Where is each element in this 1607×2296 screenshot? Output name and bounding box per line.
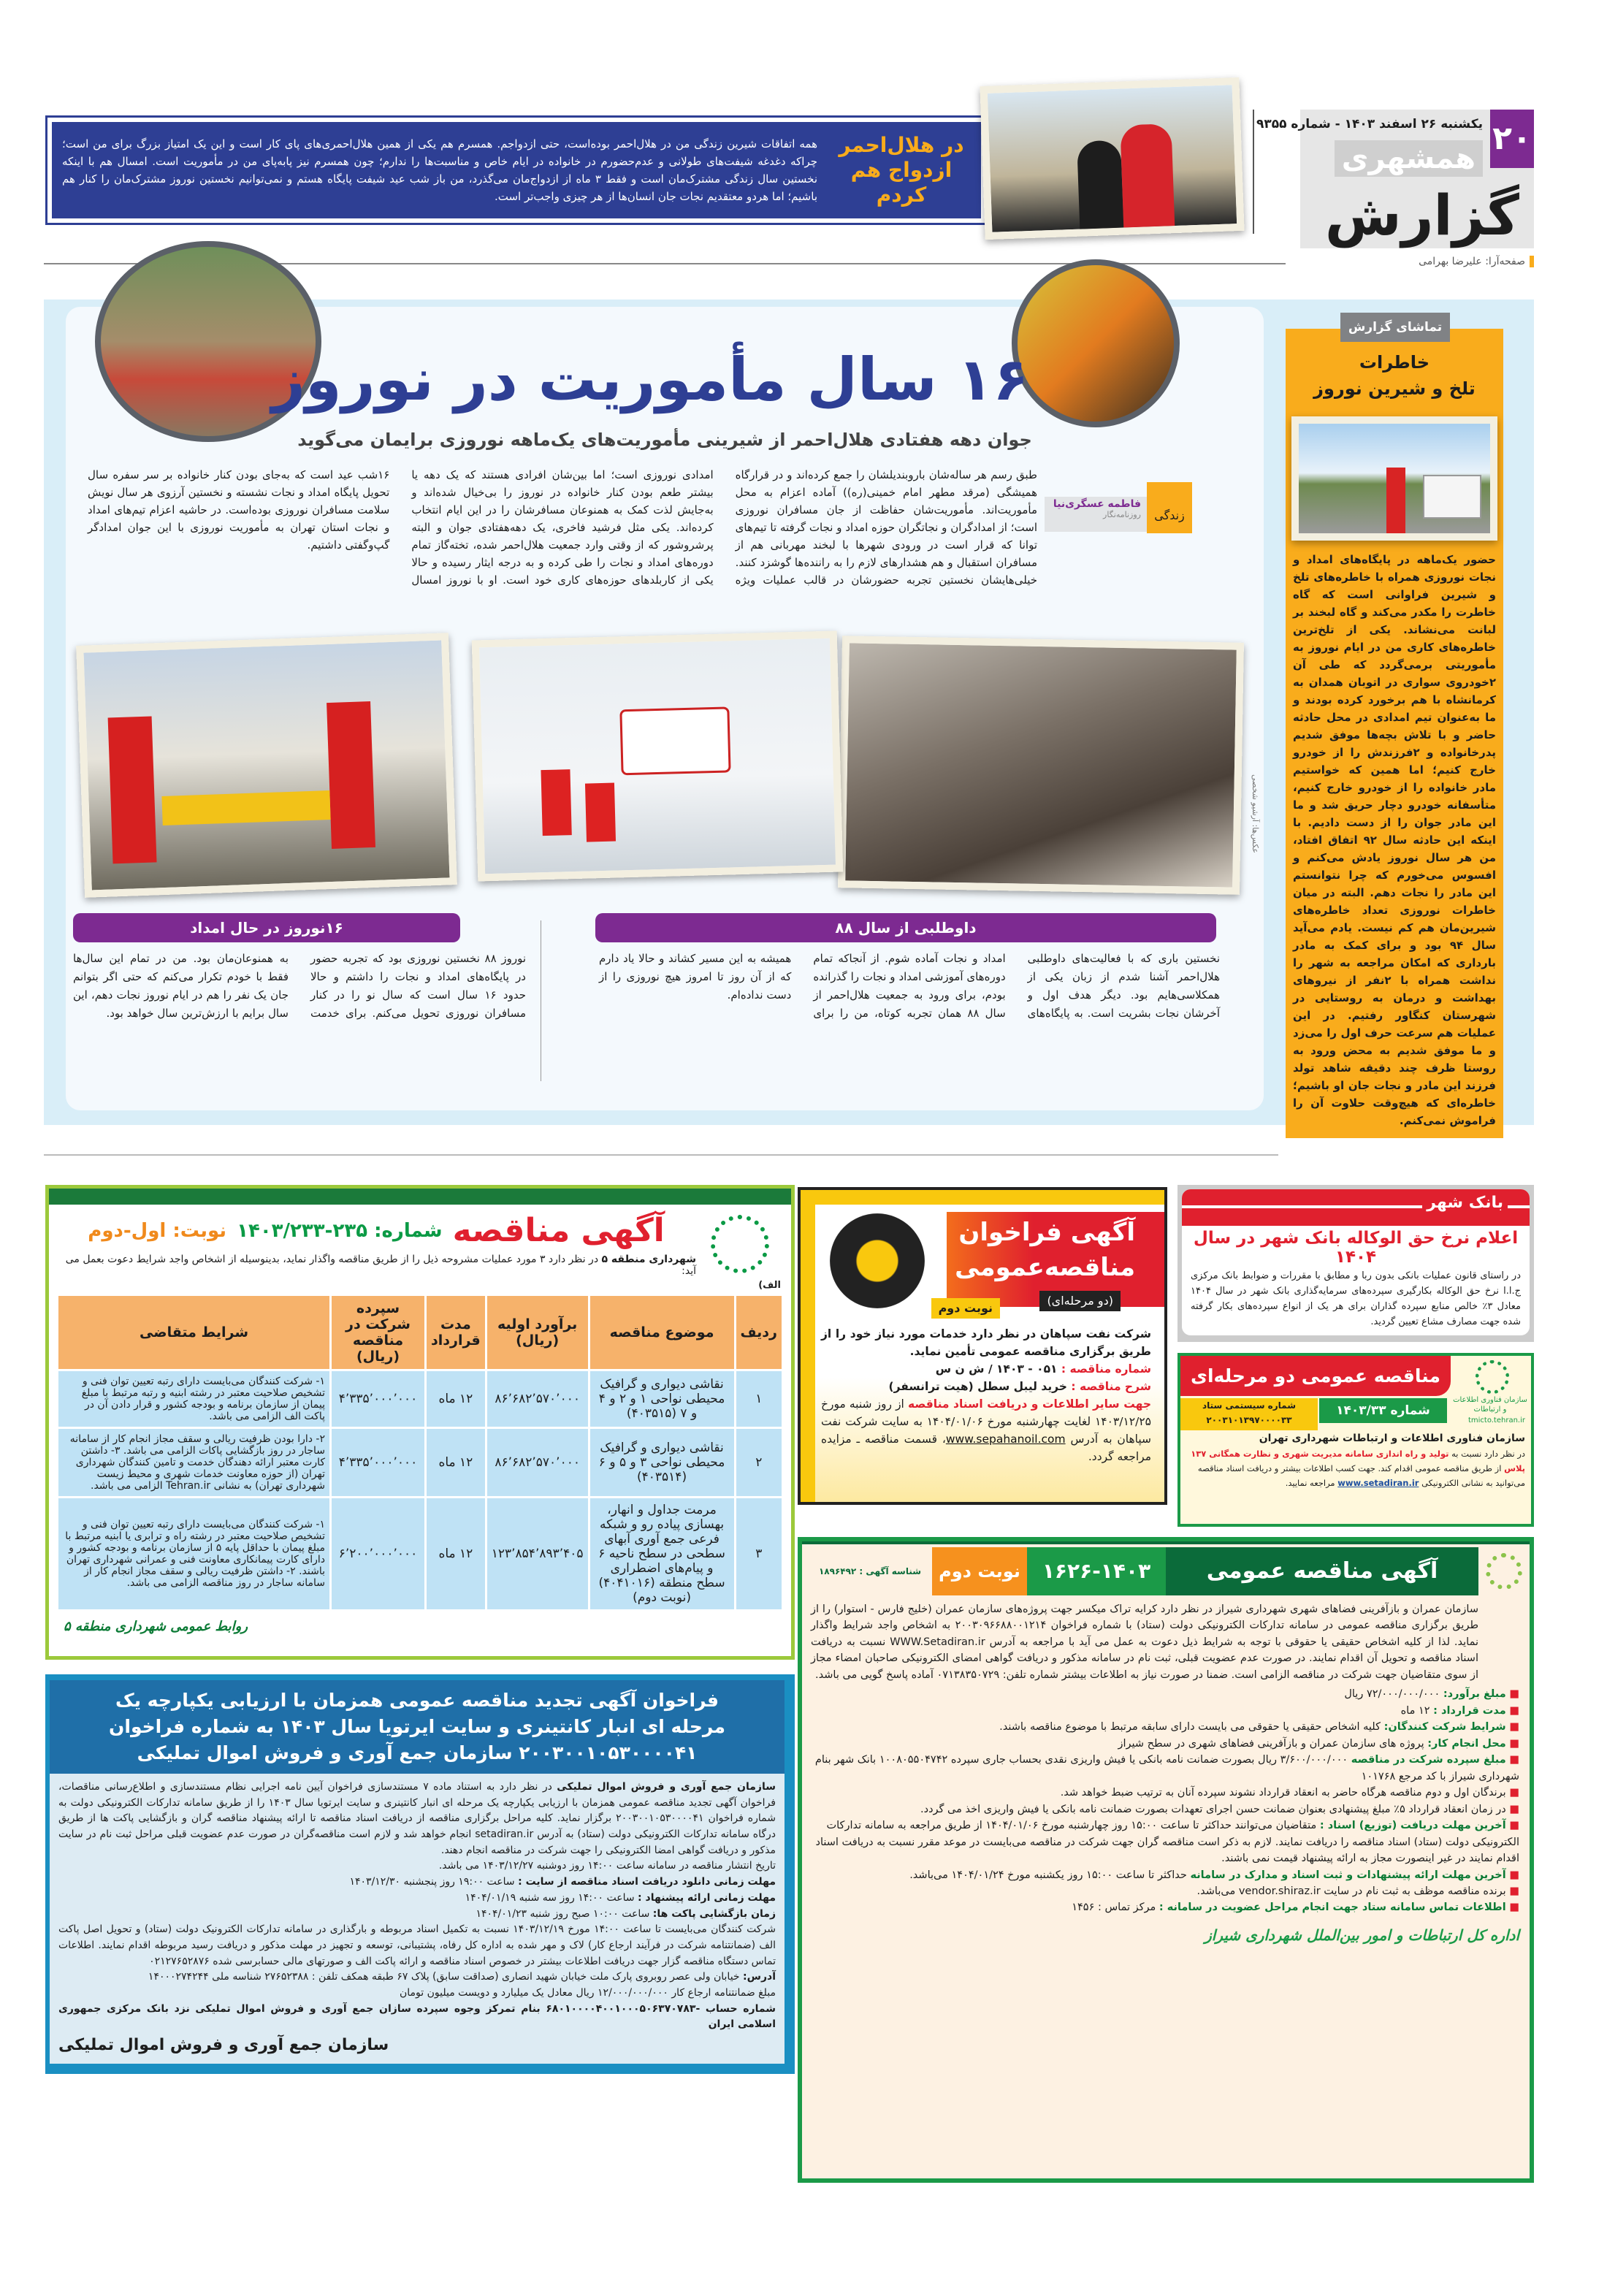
tender-table [56,1294,784,1612]
cell: ۱۲ ماه [426,1428,486,1498]
sepahan-num-label: شماره مناقصه : [1061,1362,1151,1376]
author-role: روزنامه‌نگار [1103,510,1141,519]
tmicto-text2: از طریق مناقصه عمومی اقدام کند. جهت کسب اطلاعات بیشتر و دریافت اسناد مناقصه می‌توانید به نشانی الکترونیکی [1197,1463,1525,1488]
tmicto-logo-text: سازمان فناوری اطلاعات و ارتباطات [1453,1396,1527,1414]
cell: ۳ [735,1498,782,1611]
table-row [58,1370,783,1428]
address-label: آدرس: [743,1971,776,1983]
cell: ۱- شرکت کنندگان می‌بایست دارای رتبه تعیین توان فنی و تشخیص صلاحیت معتبر در رشته ابنیه و رتبه مرتبط با مبلغ پیمان از سازمان برنامه و بودجه کشور و قرار دادن آن در پاکت الف الزامی می باشد. [58,1370,331,1428]
quote-text: همه اتفاقات شیرین زندگی من در هلال‌احمر بوده‌است، حتی ازدواجم. همسرم هم یکی از همین هلال‌احمری‌های پای کار است و این یک امتیاز بزرگ برای من است؛ چراکه دغدغه شیفت‌های طولانی و عدم‌حضورم در خانواده در ایام خاص و مناسبت‌ها را ندارم؛ چون همسرم نیز پابه‌پای من در مأموریت است. امسال هم با اینکه نخستین سال زندگی مشترک‌مان است و فقط ۳ ماه از ازدواج‌مان می‌گذرد، من باز شب عید شیفت پایگاه هستم و نمی‌توانیم نخستین نوروز مشترک‌مان را کنار هم باشیم؛ اما هردو معتقدیم نجات جان انسان‌ها از هر چیزی واجب‌تر است. [62,137,817,203]
sepahan-round: نوبت دوم [931,1298,1000,1319]
item-label: محل انجام کار: [1427,1737,1506,1750]
tmicto-seta-label: شماره سیستمی ستاد [1202,1400,1297,1411]
item-text: پروژه های سازمان عمران و بازآفرینی فضاهای شهری در سطح شیراز [1118,1737,1424,1750]
article-title: ۱۶ سال مأموریت در نوروز [271,346,1029,413]
section-tag: زندگی [1147,482,1192,533]
sepahan-stage: (دو مرحله‌ای) [1039,1291,1121,1311]
designer-credit: صفحه‌آرا: علیرضا بهرامی [1419,256,1534,267]
section-heading-volunteer: داوطلبی از سال ۸۸ [595,913,1216,942]
tmicto-text1: در نظر دارد نسبت به [1451,1449,1525,1459]
col-header-subject: موضوع مناقصه [589,1295,735,1370]
item-label: شرایط شرکت کنندگان: [1383,1721,1506,1734]
item-label: اطلاعات تماس سامانه ستاد جهت انجام مراحل عضویت در سامانه : [1159,1902,1506,1914]
couple-photo [980,77,1244,240]
item-text: ۱۲ ماه [1400,1704,1430,1717]
cell: ۸۶٬۶۸۲٬۵۷۰٬۰۰۰ [486,1370,589,1428]
item-text: متقاضیان می‌توانند حداکثر تا ساعت ۱۵:۰۰ روز چهارشنبه مورخ ۱۴۰۴/۰۱/۰۶ از طریق مراجعه به سامانه تدارکات الکترونیکی دولت (ستاد) اسناد مناقصه را دریافت نمایند. لازم به ذکر است مناقصه گران جهت شرکت در مناقصه می‌بایست در موعد مقرر نسبت به دریافت اسناد اقدام نمایند در غیر اینصورت مجاز به ارائه پیشنهاد قیمت نمی باشند. [815,1820,1519,1865]
ad-jamavari-guarantee: مبلغ ضمانتنامه ارجاع کار ۱۲/۰۰۰/۰۰۰/۰۰۰ ریال معادل یک میلیارد و دویست میلیون تومان [399,1986,776,1999]
bank-shahr-title: اعلام نرخ حق الوکاله بانک شهر در سال ۱۴۰۴ [1193,1229,1519,1267]
ad-jamavari-intro-bold: سازمان جمع آوری و فروش اموال تملیکی [557,1781,776,1793]
snow-ambulance-photo [472,631,843,882]
ad-tehran-region5 [45,1185,795,1660]
deadline-value: ساعت ۱۹:۰۰ روز پنجشنبه ۱۴۰۳/۱۲/۳۰ [349,1876,515,1888]
tmicto-seta: ۲۰۰۳۱۰۱۳۹۷۰۰۰۰۳۳ [1206,1415,1292,1425]
item-text: ۷۲/۰۰۰/۰۰۰/۰۰۰ ریال [1344,1688,1440,1701]
lead-columns [88,466,1037,589]
lead-column-right: طبق رسم هر ساله‌شان باروبندیلشان را جمع کرده‌اند و در قرارگاه همیشگی (مرقد مطهر امام خمینی(ره)) آماده اعزام به محل مأموریت‌اند. مأموریت‌شان حفاظت از جان مسافران نوروزی است؛ از امدادگران و نجاتگران حوزه امداد و نجات گرفته تا تیم‌های توانا که قرار است در ورودی شهرها با لبخند مهربانی هم از مسافران استقبال و هم هشدارهای لازم را به راننده‌ها گوشزد کنند. خیلی‌هایشان نخستین تجربه حضورشان در قالب عملیات ویژه امدادی نوروزی است؛ اما بین‌شان افرادی هستند که یک دهه یا بیشتر طعم بودن کنار خانواده در [411,468,1037,587]
sepahan-desc-label: شرح مناقصه : [1071,1380,1151,1394]
ad-jamavari-publish: تاریخ انتشار مناقصه در سامانه ساعت ۱۴:۰۰ روز دوشنبه ۱۴۰۳/۱۲/۲۷ می باشد. [438,1860,776,1872]
ad-tehran-number: شماره: ۲۳۵-۱۴۰۳/۲۳۳ [237,1219,443,1242]
cell: ۱۲ ماه [426,1498,486,1611]
tehran-municipality-logo [711,1215,769,1273]
cell: ۴٬۳۳۵٬۰۰۰٬۰۰۰ [331,1370,426,1428]
sepahan-desc: خرید لیبل سطل (هیت ترانسفر) [888,1380,1067,1394]
ad-jamavari-intro: در نظر دارد به استناد ماده ۷ مستندسازی فراخوان آیین نامه اجرایی نظام مستندسازی و اطلاع‌رسانی مناقصات، فراخوان آگهی تجدید مناقصه عمومی همزمان با ارزیابی یکپارچه یک مرحله ای انبار کانتینری و سایت ایرتویا سال ۱۴۰۳ را از طریق سامانه تدارکات الکترونیکی دولت به شماره فراخوان ۲۰۰۳۰۰۱۰۵۳۰۰۰۰۴۱ برگزار نماید. کلیه مراحل برگزاری مناقصه از دریافت اسناد مناقصه تا ارائه پیشنهاد مناقصه گران و بازگشایی پاکت ها از طریق درگاه سامانه تدارکات الکترونیکی دولت (ستاد) به آدرس setadiran.ir انجام خواهد شد و لازم است مناقصه‌گران در صورت عدم عضویت قبلی مراحل ثبت نام در سایت مذکور و دریافت گواهی امضا الکترونیکی را جهت شرکت در مناقصه انجام دهند. [58,1781,776,1856]
section1-text: نخستین باری که با فعالیت‌های داوطلبی هلال‌احمر آشنا شدم از زبان یکی از همکلاسی‌هایم بود. دیگر هدف اول و آخرشان نجات بشریت است. به پایگاه‌های امداد و نجات آماده شوم. از آنجاکه تمام دوره‌های آموزشی امداد و نجات را گذرانده بودم، برای ورود به جمعیت هلال‌احمر از سال ۸۸ همان تجربه کوتاه، من را برای همیشه به این مسیر کشاند و حالا یاد دارم که از آن روز تا امروز هیچ نوروزی را از دست نداده‌ام. [599,952,1220,1020]
cell: نقاشی دیواری و گرافیک محیطی نواحی ۱ و ۲ و ۴ و ۷ (۴۰۳۵۱۵) [589,1370,735,1428]
col-header-conditions: شرایط متقاضی [58,1295,331,1370]
bank-shahr-logo: بانک شهر [1422,1194,1508,1212]
lead-column-left: نوروز را بی‌خیال شده‌اند و به‌جایش لذت کمک به همنوعان مسافرشان را در این ایام انتخاب کرده‌اند. یکی مثل فرشید فاخری، یک دهه‌هفتادی جوان و البته پرشروشور که از وقتی وارد جمعیت هلال‌احمر شده، تخته‌گاز تمام دوره‌های امداد و نجات را طی کرده و به درجه ایثار رسیده و حالا یکی از کاربلدهای حوزه‌های کاری خود است. او با نوروز امسال ۱۶شب عید است که به‌جای بودن کنار خانواده بر سر سفره سال تحویل پایگاه امداد و نجات نشسته و نخستین آرزوی هر سال نویش سلامت مسافران نوروزی بوده‌است. در حاشیه اعزام تیم‌های امداد و نجات استان تهران به مأموریت نوروزی با این جوان امدادگر گپ‌وگفتی داشتیم. [88,468,714,587]
issue-date: یکشنبه ۲۶ اسفند ۱۴۰۳ - شماره ۹۳۵۵ [1256,117,1483,131]
rescue-rope-photo [838,636,1244,895]
cell: نقاشی دیواری و گرافیک محیطی نواحی ۳ و ۵ و ۶ (۴۰۳۵۱۴) [589,1428,735,1498]
sepahan-info-label: جهت سایر اطلاعات و دریافت اسناد مناقصه [907,1397,1152,1411]
col-header-deposit: سپرده شرکت در مناقصه (ریال) [331,1295,426,1370]
cell: ۱- شرکت کنندگان می‌بایست دارای رتبه تعیین توان فنی و تشخیص صلاحیت معتبر در رشته راه و ترابری یا ابنیه مرتبط با مبلغ پیمان با حداقل پایه ۵ از سازمان برنامه و بودجه کشور و دارای کارت پیمانکاری معاونت فنی و عمرانی شهرداری تهران باشند. ۲- داشتن ظرفیت ریالی و سقف مجاز انجام کار از سامانه ساجار در روز مناقصه الزامی می باشد. [58,1498,331,1611]
header-divider [1253,110,1254,234]
tmicto-project: تولید و راه اندازی سامانه مدیریت شهری و نظارت همگانی ۱۳۷ پلاس [1191,1449,1525,1473]
item-label: مبلغ سپرده شرکت در مناقصه [1351,1754,1506,1766]
sepahan-url-link[interactable]: www.sepahanoil.com [945,1433,1066,1446]
photo-credit: عکس‌ها: آرشیو شخصی [1251,774,1260,854]
sidebar-box [1286,329,1503,1138]
item-text: حداکثر تا ساعت ۱۵:۰۰ روز یکشنبه مورخ ۱۴۰۴/۰۱/۲۴ می‌باشد. [909,1869,1187,1881]
tmicto-text3: مراجعه نمایید. [1285,1478,1335,1488]
bank-shahr-text: در راستای قانون عملیات بانکی بدون ربا و مطابق با مقررات و ضوابط بانک مرکزی ج.ا.ا نرخ حق الوکاله بکارگیری سپرده‌های سرمایه‌گذاری بانک شهر در سال ۱۴۰۴ معادل ۳٪ خالص منابع سپرده گذاران برای هر یک از انواع سپرده‌های بکار گرفته شده جهت مصارف مشاع تعیین گردید. [1191,1270,1521,1327]
item-text: کلیه اشخاص حقیقی یا حقوقی می بایست دارای سابقه مرتبط با موضوع مناقصه باشند. [999,1721,1381,1734]
deadline-label: زمان بازگشایی پاکت ها: [652,1907,776,1920]
tmicto-site: tmicto.tehran.ir [1467,1416,1525,1424]
col-header-estimate: برآورد اولیه (ریال) [486,1295,589,1370]
item-label: آخرین مهلت دریافت (توزیع) اسناد : [1319,1820,1506,1832]
ad-tehran-intro-bold: شهرداری منطقه ۵ [601,1254,696,1265]
sepahan-title1: آگهی فراخوان [958,1218,1135,1247]
deadline-label: مهلت زمانی ارائه پیشنهاد : [638,1891,776,1904]
ad-bank-shahr [1177,1185,1534,1342]
sidebar-title-line1: خاطرات [1359,352,1430,373]
sidebar-text: حضور یک‌ماهه در پایگاه‌های امداد و نجات نوروزی همراه با خاطره‌های تلخ و شیرین فراوانی است که گاه خاطرت را مکدر می‌کند و گاه لبخند بر لبانت می‌نشاند. یکی از تلخ‌ترین خاطره‌های کاری من در ایام نوروز به مأموریتی برمی‌گردد که طی آن ۲خودروی سواری در اتوبان همدان به کرمانشاه با هم برخورد کرده بودند و ما به‌عنوان تیم امدادی در محل حادثه حاضر و با تلاش بچه‌ها موفق شدیم پدرخانواده و ۲فرزندش را از خودرو خارج کنیم؛ اما همین که خواستیم مادر خانواده را از خودرو خارج کنیم، متأسفانه خودرو دچار حریق شد و ما این مادر جوان را از دست دادیم. با اینکه این حادثه سال ۹۲ اتفاق افتاد، من هر سال نوروز یادش می‌کنم و افسوس می‌خورم که چرا نتوانستم این مادر را نجات دهم. البته در میان خاطرات نوروزی تعداد خاطره‌های شیرین‌مان هم کم نیست. یادم می‌آید سال ۹۴ بود و برای کمک به مادر بارداری که امکان مراجعه به شهر را نداشت همراه با ۲نفر از نیروهای بهداشت و درمان به روستایی در شهرستان کنگاور رفتیم. در این عملیات هم سرعت حرف اول را می‌زد و ما موفق شدیم به محض ورود به روستا ظرف چند دقیقه شاهد تولد فرزند این مادر و نجات جان او باشیم؛ خاطره‌ای که هیچ‌وقت حلاوت آن را فراموش نمی‌کنم. [1293,553,1496,1127]
item-text: مرکز تماس : ۱۴۵۶ [1072,1902,1156,1914]
cell: ۴٬۳۳۵٬۰۰۰٬۰۰۰ [331,1428,426,1498]
section2-text: نوروز ۸۸ نخستین نوروزی بود که تجربه حضور در پایگاه‌های امداد و نجات را داشتم و حالا حدود ۱۶ سال است که سال نو را در کنار مسافران نوروزی تحویل می‌کنم. برای خدمت به همنوعان‌مان بود. من در تمام این سال‌ها فقط با خودم تکرار می‌کنم که حتی اگر بتوانم جان یک نفر را هم در ایام نوروز نجات دهم، این سال برایم با ارزش‌ترین سال خواهد بود. [73,952,527,1020]
address-value: خیابان ولی عصر روبروی پارک ملت خیابان شهید انصاری (صداقت سابق) پلاک ۶۷ طبقه همکف تلفن : ۲۷۶۵۲۳۸۸ شناسه ملی ۱۴۰۰۰۲۷۴۲۴۴ [148,1971,740,1983]
stretcher-photo [76,633,457,898]
shiraz-number: ۱۶۲۶-۱۴۰۳ [1027,1547,1166,1595]
sidebar-kicker: تماشای گزارش [1340,313,1450,342]
author-name: فاطمه عسگری‌نیا [1053,498,1141,510]
tmicto-org: سازمان فناوری اطلاعات و ارتباطات شهرداری تهران [1259,1433,1525,1444]
ad-tehran-title: آگهی مناقصه [452,1212,665,1249]
ad-jamavari [45,1674,795,2074]
cell: ۱۲ ماه [426,1370,486,1428]
ad-jamavari-signature: سازمان جمع آوری و فروش اموال تملیکی [58,2036,389,2054]
article-subtitle: جوان دهه هفتادی هلال‌احمر از شیرینی مأموریت‌های یک‌ماهه نوروزی برایمان می‌گوید [297,430,1032,450]
sepahan-info-end: ، قسمت مناقصه ـ مزایده مراجعه گردد. [821,1433,1151,1464]
brand-logo: همشهری [1335,140,1483,177]
page-number: ۲۰ [1490,110,1534,168]
ad-tehran-round: نوبت: اول-دوم [88,1219,227,1242]
tmicto-number: شماره ۱۴۰۳/۳۳ [1319,1398,1447,1423]
section-title: گزارش [1324,183,1519,248]
table-row [58,1498,783,1611]
sidebar-title [1293,349,1496,402]
cell: مرمت جداول و انهار، بهسازی پیاده رو و شبکه فرعی جمع آوری آبهای سطحی در سطح ناحیه ۶ و پیام‌های اضطراری سطح منطقه (۴۰۴۱۰۱۶) (نوبت دوم) [589,1498,735,1611]
item-label: مبلغ برآورد: [1443,1688,1506,1701]
item-text: برنده مناقصه موظف به ثبت نام در سایت vendor.shiraz.ir می‌باشد. [1196,1885,1506,1897]
item-text: ۳/۶۰۰/۰۰۰/۰۰۰ ریال بصورت ضمانت نامه بانکی یا فیش واریزی نقدی بحساب جاری سپرده ۱۰۰۸۰۵۵۰۴۷۴۲ بانک شهر بنام شهرداری شیراز با کد مرجع ۱۰۱۷۶۸ [814,1754,1519,1782]
table-row [58,1428,783,1498]
sepahan-title2: مناقصه‌عمومی [955,1253,1135,1282]
ad-jamavari-account: شماره حساب -۶۸۰۱۰۰۰۰۴۰۰۱۰۰۰۵۰۶۳۷۰۷۸۳ بنام تمرکز وجوه سپرده سازان جمع آوری و فروش اموال تملیکی نزد بانک مرکزی جمهوری اسلامی ایران [58,2002,776,2031]
shiraz-round: نوبت دوم [932,1547,1027,1595]
shiraz-logo [1486,1553,1522,1590]
shiraz-conditions-list [802,1683,1530,1916]
tmicto-title: مناقصه عمومی دو مرحله‌ای [1180,1356,1451,1396]
item-label: مدت قرارداد : [1433,1704,1506,1717]
shiraz-ad-id: شناسه آگهی : ۱۸۹۶۴۹۲ [818,1566,922,1576]
cell: ۲ [735,1428,782,1498]
cell: ۶٬۲۰۰٬۰۰۰٬۰۰۰ [331,1498,426,1611]
ad-shiraz [798,1537,1534,2183]
shiraz-footer: اداره کل ارتباطات و امور بین‌الملل شهرداری شیراز [1205,1926,1519,1944]
sepahan-logo [830,1213,925,1308]
sidebar-title-line2: تلخ و شیرین نوروز [1313,378,1476,399]
page-separator [44,1154,1278,1156]
ad-tehran-footer: روابط عمومی شهرداری منطقه ۵ [64,1619,248,1634]
sepahan-num: ۰۵۱ - ۱۴۰۳ / ش ن س [935,1362,1058,1376]
sepahan-info: از روز شنبه مورخ ۱۴۰۳/۱۲/۲۵ لغایت چهارشنبه مورخ ۱۴۰۴/۰۱/۰۶ به سایت شرکت نفت سپاهان به آدرس [821,1397,1152,1446]
tmicto-logo [1476,1360,1509,1394]
cell: ۱ [735,1370,782,1428]
ad-jamavari-title: فراخوان آگهی تجدید مناقصه عمومی همزمان با ارزیابی یکپارچه یک مرحله ای انبار کانتینری و سایت ایرتویا سال ۱۴۰۳ به شماره فراخوان ۲۰۰۳۰۰۱۰۵۳۰۰۰۰۴۱ سازمان جمع آوری و فروش اموال تملیکی [50,1680,785,1774]
ad-tmicto [1177,1353,1534,1527]
ad-tehran-label-a: الف) [758,1280,781,1291]
left-ad-column [45,1185,795,2074]
sepahan-intro: شرکت نفت سپاهان در نظر دارد خدمات مورد نیاز خود را از طریق برگزاری مناقصه عمومی تأمین نماید. [821,1327,1151,1359]
item-label: آخرین مهلت ارائه پیشنهادات و ثبت اسناد و مدارک در سامانه [1190,1869,1506,1881]
cell: ۲- دارا بودن ظرفیت ریالی و سقف مجاز انجام کار از سامانه ساجار در روز بازگشایی پاکات الزامی می باشد. ۳- داشتن کارت معتبر ارائه دهندگان خدمت و تامین کنندگان شهرداری تهران (از حوزه معاونت خدمات شهری و محیط زیست شهرداری تهران) به نشانی Tehran.ir الزامی می باشد. [58,1428,331,1498]
col-header-row: ردیف [735,1295,782,1370]
sidebar-photo [1291,416,1497,541]
shiraz-title: آگهی مناقصه عمومی [1166,1547,1478,1595]
section-heading-16-nowruz: ۱۶نوروز در حال امداد [73,913,460,942]
item-text: برندگان اول و دوم مناقصه هرگاه حاضر به انعقاد قرارداد نشوند سپرده آنان به ترتیب ضبط خواهد شد. [1060,1787,1506,1799]
ad-tehran-intro: در نظر دارد ۳ مورد عملیات مشروحه ذیل را از طریق مناقصه واگذار نماید، بدینوسیله از اشخاص واجد شرایط دعوت بعمل می آید: [65,1254,696,1277]
cell: ۸۶٬۶۸۲٬۵۷۰٬۰۰۰ [486,1428,589,1498]
deadline-value: ساعت ۱۴:۰۰ روز سه شنبه ۱۴۰۴/۰۱/۱۹ [465,1891,635,1904]
setadiran-link[interactable]: www.setadiran.ir [1337,1478,1419,1488]
ad-jamavari-body: شرکت کنندگان می‌بایست تا ساعت ۱۴:۰۰ مورخ ۱۴۰۳/۱۲/۱۹ نسبت به تکمیل اسناد مربوطه و بارگذاری در سامانه تدارکات الکترونیک دولت (ستاد) و تحویل اصل پاکت الف (ضمانتنامه شرکت در فرآیند ارجاع کار) لاک و مهر شده به اداره کل رفاه، پشتیبانی، توسعه و تجهیز در مهلت مذکور و دریافت رسید مربوطه اقدام نمایند. اطلاعات تماس دستگاه مناقصه گزار جهت دریافت اطلاعات بیشتر در خصوص اسناد مناقصه و ارائه پاکت الف و صورتهای مالی حسابرسی شده ۰۲۱۲۷۶۵۲۸۷۶ [58,1923,776,1967]
ad-sepahan [798,1187,1167,1505]
quote-box [45,115,988,225]
author-badge [1045,497,1147,532]
item-text: در زمان انعقاد قرارداد ۵٪ مبلغ پیشنهادی بعنوان ضمانت حسن اجرای تعهدات بصورت ضمانت نامه بانکی یا فیش واریزی اخذ می گردد. [920,1803,1506,1815]
deadline-label: مهلت زمانی دانلود دریافت اسناد مناقصه از سایت : [518,1876,776,1888]
shiraz-intro: سازمان عمران و بازآفرینی فضاهای شهری شهرداری شیراز در نظر دارد کرایه تراک میکسر جهت پروژه‌های سازمان عمران (خلیج فارس - استوار) را از طریق برگزاری مناقصه عمومی در سامانه تدارکات الکترونیکی دولت (ستاد) با شماره فراخوان ۲۰۰۳۰۹۶۶۸۸۰۰۱۲۱۴ به اشخاص واجد شرایط واگذار نماید. لذا از کلیه اشخاص حقیقی یا حقوقی با توجه به شرایط ذیل دعوت به عمل می آید با مراجعه به آدرس WWW.Setadiran.ir نسبت به دریافت اسناد مناقصه و تحویل آن اقدام نمایند. در صورت عدم عضویت قبلی، ثبت نام در سامانه مذکور و دریافت گواهی امضای الکترونیکی صاحبان امضاء مجاز از سوی متقاضیان جهت شرکت در مناقصه الزامی است. ضمنا در صورت نیاز به اطلاعات بیشتر شماره تلفن: ۰۷۱۳۸۳۵۰۷۲۹ آماده پاسخ گویی می باشد. [811,1603,1478,1681]
quote-headline: در هلال‌احمر ازدواج هم کردم [839,133,964,207]
cell: ۱۲۳٬۸۵۴٬۸۹۳٬۴۰۵ [486,1498,589,1611]
deadline-value: ساعت ۱۰:۰۰ صبح روز شنبه ۱۴۰۴/۰۱/۲۳ [476,1907,650,1920]
col-header-duration: مدت قرارداد [426,1295,486,1370]
